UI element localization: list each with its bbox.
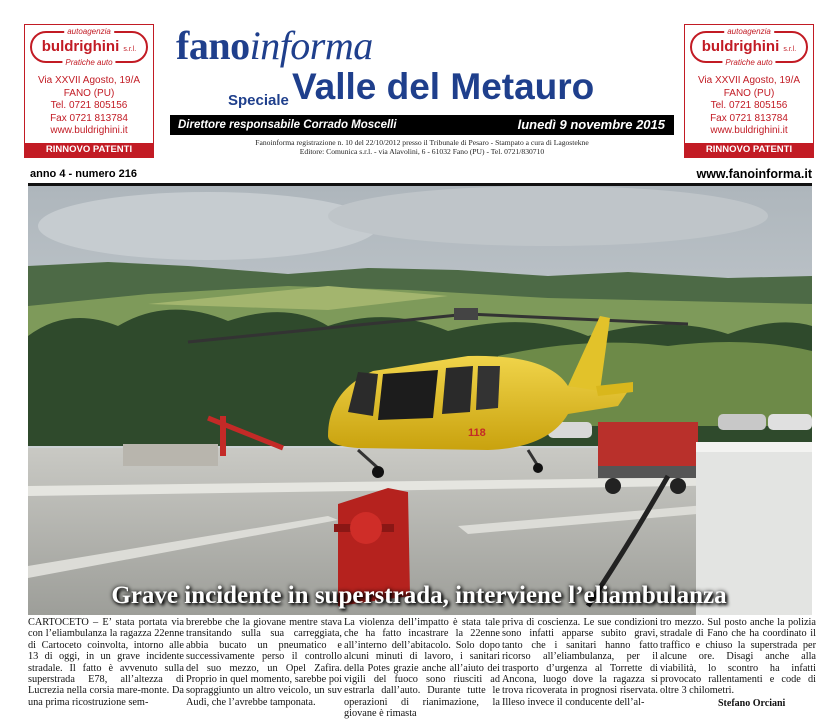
ad-banner: RINNOVO PATENTI (25, 143, 153, 157)
article-byline: Stefano Orciani (718, 698, 786, 709)
issue-date: lunedì 9 novembre 2015 (517, 117, 665, 132)
ad-contact: Via XXVII Agosto, 19/A FANO (PU) Tel. 0721 805156 Fax 0721 813784 www.buldrighini.it (697, 75, 801, 136)
ad-tag-bottom: Pratiche auto (722, 58, 775, 67)
ad-logo (30, 27, 148, 67)
ad-tag-top: autoagenzia (64, 27, 114, 36)
ad-logo (690, 27, 808, 67)
registration-line: Fanoinforma registrazione n. 10 del 22/10/2012 presso il Tribunale di Pesaro - Stampato a cura di Lagostekne (255, 138, 589, 147)
ad-tag-top: autoagenzia (724, 27, 774, 36)
director-line: Direttore responsabile Corrado Moscelli (178, 119, 397, 131)
article-column-4: priva di coscienza. Le sue condizioni sono infatti apparse subito gravi, tanto che i sanitari hanno fatto ricorso all’eliambulanza, per il trasporto d’urgenza al Torrette di Ancona, luogo dove la ragazza si trova ricoverata in prognosi riservata. Illeso invece il conducente dell’al- (502, 617, 658, 708)
helicopter-photo (28, 186, 812, 615)
ad-tag-bottom: Pratiche auto (62, 58, 115, 67)
website-link[interactable]: www.fanoinforma.it (696, 167, 812, 181)
heli-number: 118 (468, 427, 486, 439)
ad-box-left[interactable] (24, 24, 154, 158)
news-photo (28, 186, 812, 615)
ad-brand: buldrighini s.r.l. (701, 38, 797, 55)
publisher-line: Editore: Comunica s.r.l. - via Alavolini, 6 - 61032 Fano (PU) - Tel. 0721/830710 (299, 147, 545, 156)
article-column-2: brerebbe che la giovane mentre stava transitando sulla sua carreggiata, abbia bucato un pneumatico e successivamente perso il controllo del suo mezzo, un Opel Zafira. Proprio in quel momento, sarebbe poi sopraggiunto un altro veicolo, un suv Audi, che l’avrebbe tamponata. (186, 617, 342, 708)
ad-contact: Via XXVII Agosto, 19/A FANO (PU) Tel. 0721 805156 Fax 0721 813784 www.buldrighini.it (37, 75, 141, 136)
article-column-3: La violenza dell’impatto è stata tale che ha fatto incastrare la 22enne all’interno dell’abitacolo. Solo dopo alcuni minuti di lavoro, i sanitari della Potes grazie anche all’aiuto dei vigili del fuoco sono riusciti ad estrarla dall’auto. Durante tutte le operazioni di rianimazione, la giovane è rimasta (344, 617, 500, 720)
article-column-1: CARTOCETO – E’ stata portata via con l’eliambulanza la ragazza 22enne di Cartoceto coinvolta, intorno alle 13 di oggi, in un grave incidente stradale. Il fatto è avvenuto sulla superstrada E78, all’altezza di Lucrezia nella corsia mare-monte. Da una prima ricostruzione sem- (28, 617, 184, 708)
article-headline: Grave incidente in superstrada, interviene l’eliambulanza (111, 582, 727, 609)
masthead-speciale: Speciale (228, 92, 289, 109)
issue-number: anno 4 - numero 216 (30, 168, 137, 180)
masthead-edition-title: Valle del Metauro (292, 66, 595, 107)
ad-brand: buldrighini s.r.l. (41, 38, 137, 55)
masthead-logo: fanoinforma (176, 23, 373, 68)
masthead-bar (170, 115, 674, 135)
ad-box-right[interactable] (684, 24, 814, 158)
ad-banner: RINNOVO PATENTI (685, 143, 813, 157)
article-column-5: tro mezzo. Sul posto anche la polizia stradale di Fano che ha coordinato il traffico e chiuso la superstrada per alcune ore. Disagi anche alla viabilità, lo scontro ha infatti provocato rallentamenti e code di oltre 3 chilometri. (660, 617, 816, 697)
